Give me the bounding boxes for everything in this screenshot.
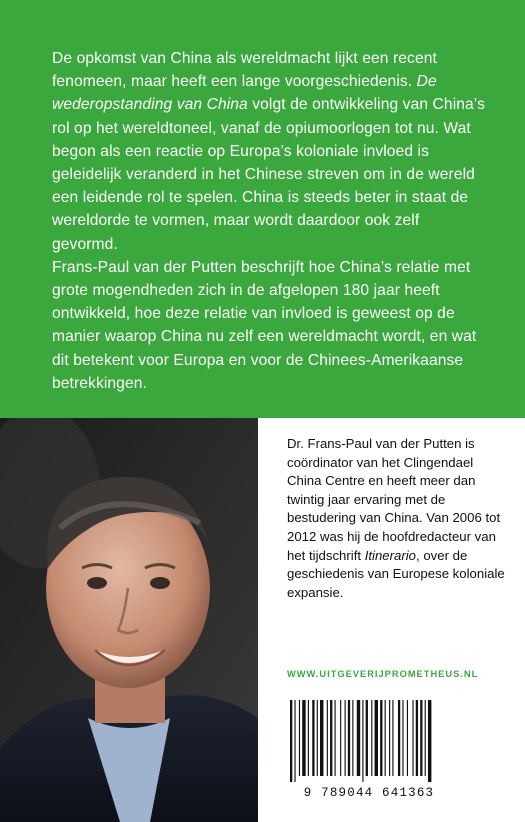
barcode-bar: [335, 700, 336, 776]
barcode-bar: [352, 700, 353, 776]
blurb-paragraph-2: Frans-Paul van der Putten beschrijft hoe China’s relatie met grote mogendheden zich in de afgelopen 180 jaar heeft ontwikkeld, hoe deze relatie van invloed is geweest op de manier waarop China nu zelf een wereldmacht wordt, en wat dit betekent voor Europa en voor de Chinees-Amerikaanse betrekkingen.: [52, 258, 477, 392]
isbn-number: 9 789044 641363: [303, 786, 435, 800]
barcode-bar: [340, 700, 341, 776]
barcode-bar: [385, 700, 386, 776]
barcode-bar: [407, 700, 408, 776]
bio-text: Dr. Frans-Paul van der Putten is coördinator van het Clingendael China Centre en heeft meer dan twintig jaar ervaring met de bestudering van China. Van 2006 tot 2012 was hij de hoofdredacteur van het tijdschrift: [287, 436, 501, 563]
barcode-bar: [327, 700, 328, 776]
barcode-bar: [317, 700, 318, 776]
barcode-bar: [290, 700, 292, 782]
publisher-url[interactable]: WWW.UITGEVERIJPROMETHEUS.NL: [287, 669, 479, 679]
barcode-bar: [330, 700, 332, 776]
barcode-bar: [425, 700, 426, 776]
bio-text: , over de geschiedenis van Europese koloniale expansie.: [287, 547, 505, 600]
journal-title: Itinerario: [364, 547, 417, 563]
barcode-bar: [398, 700, 400, 776]
barcode-bar: [348, 700, 350, 776]
barcode-bar: [308, 700, 309, 776]
barcode-bar: [402, 700, 403, 776]
barcode-bar: [416, 700, 418, 776]
barcode-bar: [345, 700, 346, 776]
barcode-bar: [294, 700, 295, 782]
barcode-bar: [312, 700, 314, 776]
barcode-bar: [420, 700, 422, 776]
barcode-bar: [299, 700, 300, 776]
barcode-bar: [412, 700, 413, 776]
barcode-bar: [366, 700, 368, 776]
barcode-bar: [392, 700, 393, 776]
author-photo: [0, 418, 258, 822]
barcode-bar: [371, 700, 372, 776]
book-title: De wederopstanding van China: [52, 73, 437, 114]
author-bio: [287, 435, 507, 602]
barcode-bar: [428, 700, 431, 782]
blurb-text: volgt de ontwikkeling van China’s rol op het wereldtoneel, vanaf de opiumoorlogen tot nu. Wat begon als een reactie op Europa’s koloniale invloed is geleidelijk veranderd in het Chinese streven om in de wereld een leidende rol te spelen. China is steeds beter in staat de wereldorde te vormen, maar wordt daardoor ook zelf gevormd.: [52, 96, 485, 253]
barcode-bar: [302, 700, 305, 776]
barcode-bar: [375, 700, 378, 776]
barcode-bar: [362, 700, 363, 782]
barcode-bar: [357, 700, 360, 776]
barcode-bar: [380, 700, 382, 776]
barcode-bar: [389, 700, 390, 776]
blurb-text: De opkomst van China als wereldmacht lijkt een recent fenomeen, maar heeft een lange voorgeschiedenis.: [52, 50, 437, 91]
barcode-bar: [320, 700, 323, 776]
blurb-paragraph-1: [52, 47, 485, 256]
